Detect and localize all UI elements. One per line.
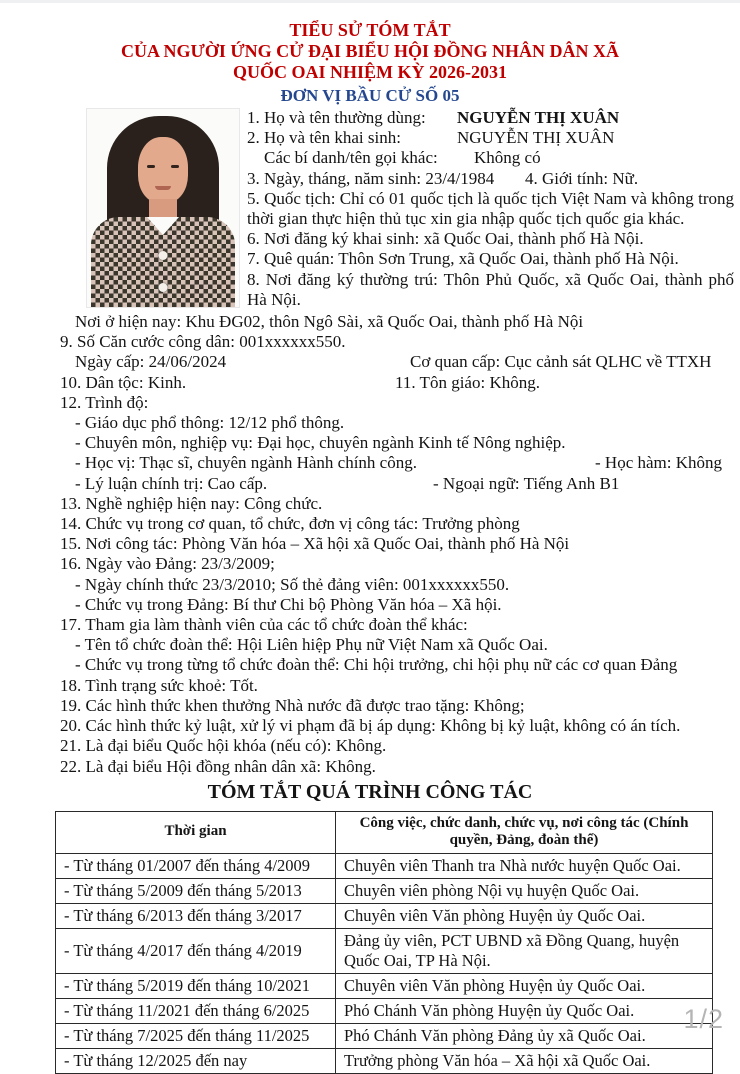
- field-council-deputy: 22. Là đại biểu Hội đồng nhân dân xã: Không.: [60, 756, 376, 776]
- table-row: - Từ tháng 7/2025 đến tháng 11/2025 Phó Chánh Văn phòng Đảng ủy xã Quốc Oai.: [56, 1023, 713, 1048]
- field-id-issue: [0, 352, 740, 372]
- field-party-position: - Chức vụ trong Đảng: Bí thư Chi bộ Phòng Văn hóa – Xã hội.: [75, 594, 502, 614]
- edu-degree: - Học vị: Thạc sĩ, chuyên ngành Hành chính công.: [75, 453, 417, 473]
- field-dob-gender: [247, 169, 734, 189]
- photo-face: [138, 137, 188, 203]
- edu-academic-title: - Học hàm: Không: [595, 453, 723, 473]
- field-position: 14. Chức vụ trong cơ quan, tổ chức, đơn vị công tác: Trưởng phòng: [60, 514, 520, 534]
- religion: 11. Tôn giáo: Không.: [395, 372, 540, 392]
- field-org-heading: 17. Tham gia làm thành viên của các tổ chức đoàn thể khác:: [60, 615, 468, 635]
- table-header-row: [56, 811, 713, 853]
- field-education-heading: 12. Trình độ:: [60, 392, 149, 412]
- photo-jacket: [91, 217, 235, 307]
- field-edu-professional: - Chuyên môn, nghiệp vụ: Đại học, chuyên ngành Kinh tế Nông nghiệp.: [75, 433, 566, 453]
- field-occupation: 13. Nghề nghiệp hiện nay: Công chức.: [60, 493, 323, 513]
- field-alias: Các bí danh/tên gọi khác: Không có: [264, 148, 541, 168]
- ethnicity: 10. Dân tộc: Kinh.: [60, 372, 187, 392]
- page-number-indicator: 1/2: [683, 1004, 724, 1034]
- work-history-table: [55, 811, 713, 1074]
- id-issuer: Cơ quan cấp: Cục cảnh sát QLHC về TTXH: [410, 352, 712, 372]
- doc-title-line1: TIỂU SỬ TÓM TẮT: [289, 20, 451, 40]
- field-residence: 8. Nơi đăng ký thường trú: Thôn Phủ Quốc, xã Quốc Oai, thành phố Hà Nội.: [247, 269, 734, 309]
- field-edu-degree-title: [0, 453, 740, 473]
- table-row: - Từ tháng 5/2009 đến tháng 5/2013 Chuyên viên phòng Nội vụ huyện Quốc Oai.: [56, 878, 713, 903]
- field-name-used: 1. Họ và tên thường dùng: NGUYỄN THỊ XUÂN: [247, 108, 620, 127]
- document-header: [0, 20, 740, 106]
- name-used-value: NGUYỄN THỊ XUÂN: [457, 108, 620, 127]
- doc-title-line2: CỦA NGƯỜI ỨNG CỬ ĐẠI BIỂU HỘI ĐỒNG NHÂN DÂN XÃ: [120, 41, 619, 61]
- col-header-period: Thời gian: [56, 811, 336, 853]
- field-birth-registration: 6. Nơi đăng ký khai sinh: xã Quốc Oai, thành phố Hà Nội.: [247, 229, 644, 249]
- candidate-photo: [86, 108, 240, 308]
- field-ethnicity-religion: [0, 373, 740, 393]
- field-current-address: Nơi ở hiện nay: Khu ĐG02, thôn Ngô Sài, xã Quốc Oai, thành phố Hà Nội: [75, 312, 584, 332]
- field-workplace: 15. Nơi công tác: Phòng Văn hóa – Xã hội xã Quốc Oai, thành phố Hà Nội: [60, 534, 570, 554]
- table-row: - Từ tháng 5/2019 đến tháng 10/2021 Chuyên viên Văn phòng Huyện ủy Quốc Oai.: [56, 973, 713, 998]
- table-row: - Từ tháng 11/2021 đến tháng 6/2025 Phó Chánh Văn phòng Huyện ủy Quốc Oai.: [56, 998, 713, 1023]
- field-org-name: - Tên tổ chức đoàn thể: Hội Liên hiệp Phụ nữ Việt Nam xã Quốc Oai.: [75, 635, 548, 655]
- col-header-role: Công việc, chức danh, chức vụ, nơi công tác (Chính quyền, Đảng, đoàn thể): [336, 811, 713, 853]
- table-row: - Từ tháng 6/2013 đến tháng 3/2017 Chuyên viên Văn phòng Huyện ủy Quốc Oai.: [56, 903, 713, 928]
- doc-title-line3: QUỐC OAI NHIỆM KỲ 2026-2031: [233, 62, 507, 82]
- field-edu-politics-language: [0, 474, 740, 494]
- field-nationality: 5. Quốc tịch: Chỉ có 01 quốc tịch là quốc tịch Việt Nam và không trong thời gian thực hiện thủ tục xin gia nhập quốc tịch quốc gia khác.: [247, 188, 734, 229]
- alias-value: Không có: [474, 148, 541, 168]
- basic-info-column: [240, 108, 734, 310]
- scan-top-strip: [0, 0, 740, 3]
- table-row: - Từ tháng 4/2017 đến tháng 4/2019 Đảng ủy viên, PCT UBND xã Đồng Quang, huyện Quốc Oai, TP Hà Nội.: [56, 928, 713, 973]
- table-row: - Từ tháng 01/2007 đến tháng 4/2009 Chuyên viên Thanh tra Nhà nước huyện Quốc Oai.: [56, 853, 713, 878]
- field-birth-name: 2. Họ và tên khai sinh: NGUYỄN THỊ XUÂN: [247, 128, 615, 148]
- photo-and-basic-info: [86, 108, 740, 310]
- field-edu-general: - Giáo dục phổ thông: 12/12 phổ thông.: [75, 413, 345, 433]
- field-hometown: 7. Quê quán: Thôn Sơn Trung, xã Quốc Oai, thành phố Hà Nội.: [247, 249, 679, 269]
- details-section: [0, 312, 740, 777]
- edu-language: - Ngoại ngữ: Tiếng Anh B1: [433, 473, 620, 493]
- field-party-join-date: 16. Ngày vào Đảng: 23/3/2009;: [60, 554, 275, 574]
- edu-politics: - Lý luận chính trị: Cao cấp.: [75, 473, 268, 493]
- table-row: - Từ tháng 12/2025 đến nay Trưởng phòng Văn hóa – Xã hội xã Quốc Oai.: [56, 1048, 713, 1073]
- field-discipline: 20. Các hình thức kỷ luật, xử lý vi phạm đã bị áp dụng: Không bị kỷ luật, không có án tích.: [60, 716, 681, 736]
- dob: 3. Ngày, tháng, năm sinh: 23/4/1984: [247, 168, 495, 188]
- field-awards: 19. Các hình thức khen thưởng Nhà nước đã được trao tặng: Không;: [60, 695, 525, 715]
- election-unit: ĐƠN VỊ BẦU CỬ SỐ 05: [280, 86, 460, 105]
- field-party-official: - Ngày chính thức 23/3/2010; Số thẻ đảng viên: 001xxxxxx550.: [75, 574, 510, 594]
- field-health: 18. Tình trạng sức khoẻ: Tốt.: [60, 675, 258, 695]
- birth-name-value: NGUYỄN THỊ XUÂN: [457, 128, 615, 148]
- field-org-position: - Chức vụ trong từng tổ chức đoàn thể: Chi hội trưởng, chi hội phụ nữ các cơ quan Đảng: [75, 655, 678, 675]
- gender: 4. Giới tính: Nữ.: [525, 168, 639, 188]
- field-na-deputy: 21. Là đại biểu Quốc hội khóa (nếu có): Không.: [60, 736, 387, 756]
- id-issue-date: Ngày cấp: 24/06/2024: [75, 352, 227, 372]
- field-id-number: 9. Số Căn cước công dân: 001xxxxxx550.: [60, 332, 346, 352]
- work-history-title: TÓM TẮT QUÁ TRÌNH CÔNG TÁC: [207, 780, 533, 803]
